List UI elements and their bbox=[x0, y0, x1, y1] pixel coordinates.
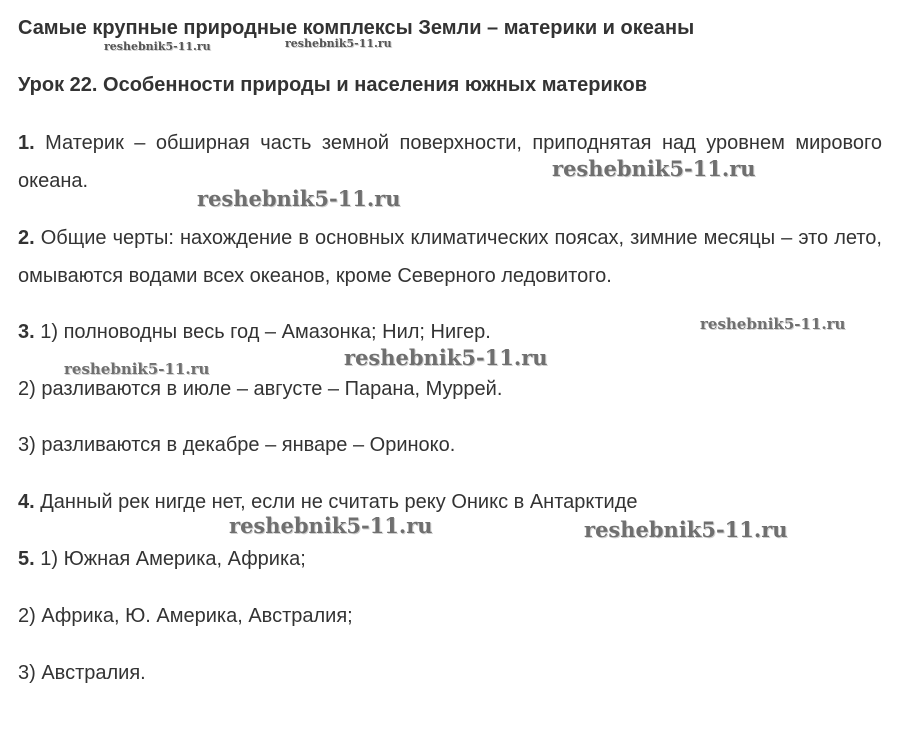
watermark: reshebnik5-11.ru bbox=[229, 513, 433, 538]
answer-5-part-2 bbox=[18, 597, 882, 635]
answer-text: 1) полноводны весь год – Амазонка; Нил; Нигер. bbox=[34, 321, 491, 343]
answer-number: 3. bbox=[18, 321, 35, 343]
watermark: reshebnik5-11.ru bbox=[700, 315, 846, 333]
answer-text: Материк – обширная часть земной поверхности, приподнятая над уровнем мирового океана. bbox=[18, 132, 882, 192]
answer-text: Данный рек нигде нет, если не считать реку Оникс в Антарктиде bbox=[34, 491, 638, 513]
page-title: Самые крупные природные комплексы Земли – материки и океаны bbox=[18, 17, 695, 39]
lesson-heading: Урок 22. Особенности природы и населения южных материков bbox=[18, 74, 648, 96]
watermark: reshebnik5-11.ru bbox=[197, 186, 401, 211]
answer-text: 1) Южная Америка, Африка; bbox=[34, 548, 306, 570]
answer-number: 4. bbox=[18, 491, 35, 513]
answer-2 bbox=[18, 219, 882, 295]
answer-number: 1. bbox=[18, 132, 35, 154]
answer-5-part-3 bbox=[18, 654, 882, 692]
answer-number: 5. bbox=[18, 548, 35, 570]
answer-4 bbox=[18, 483, 882, 521]
answer-text: 2) разливаются в июле – августе – Парана, Муррей. bbox=[18, 378, 503, 400]
answer-text: 3) Австралия. bbox=[18, 662, 146, 684]
answer-number: 2. bbox=[18, 227, 35, 249]
watermark: reshebnik5-11.ru bbox=[552, 156, 756, 181]
watermark: reshebnik5-11.ru bbox=[104, 40, 211, 53]
watermark: reshebnik5-11.ru bbox=[584, 517, 788, 542]
watermark: reshebnik5-11.ru bbox=[64, 360, 210, 378]
answer-1 bbox=[18, 124, 882, 200]
answer-text: 3) разливаются в декабре – январе – Ориноко. bbox=[18, 434, 456, 456]
watermark: reshebnik5-11.ru bbox=[285, 37, 392, 50]
answer-text: 2) Африка, Ю. Америка, Австралия; bbox=[18, 605, 353, 627]
watermark: reshebnik5-11.ru bbox=[344, 345, 548, 370]
answer-3-part-3 bbox=[18, 426, 882, 464]
answer-3-part-1 bbox=[18, 313, 882, 351]
answer-5-part-1 bbox=[18, 540, 882, 578]
answer-text: Общие черты: нахождение в основных климатических поясах, зимние месяцы – это лето, омываются водами всех океанов, кроме Северного ледовитого. bbox=[18, 227, 882, 287]
answer-3-part-2 bbox=[18, 370, 882, 408]
